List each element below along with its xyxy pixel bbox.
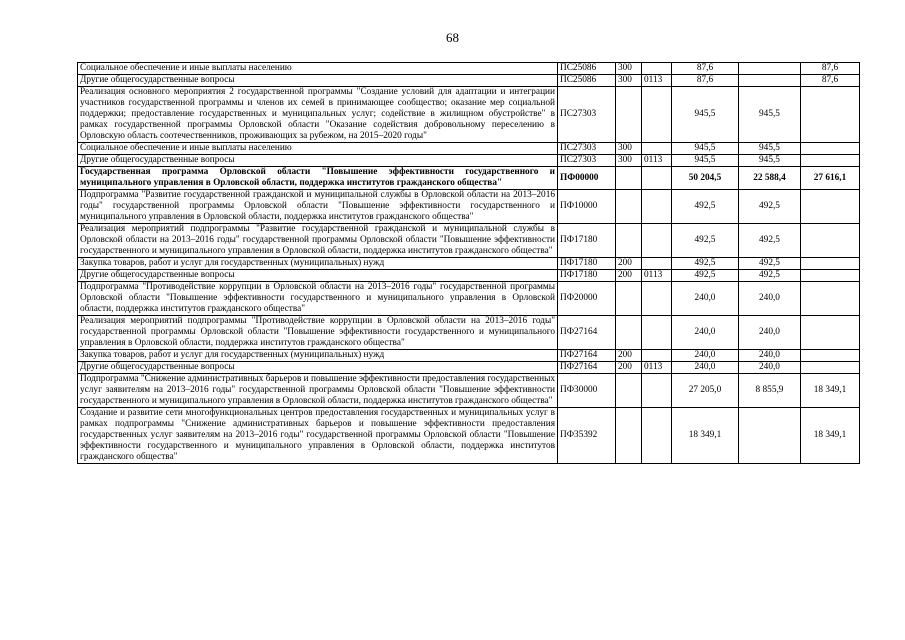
row-name-cell: Государственная программа Орловской области "Повышение эффективности государственного и муниципального управления в Орловской области, поддержка институтов гражданского общества" [78, 167, 558, 190]
row-name-cell: Реализация основного мероприятия 2 государственной программы "Создание условий для адаптации и интеграции участников государственной программы и членов их семей в принимающее сообщество; оказание мер социальной поддержки; предоставление государственных и муниципальных услуг; содействие в жилищном обустройстве" в рамках государственной программы Орловской области "Оказание содействия добровольному переселению в Орловскую область соотечественников, проживающих за рубежом, на 2015–2020 годы" [78, 87, 558, 143]
expense-type-code-cell [616, 224, 642, 258]
table-row [78, 350, 860, 362]
target-article-code-cell: ПФ27164 [558, 362, 616, 374]
row-name-cell: Социальное обеспечение и иные выплаты населению [78, 143, 558, 155]
amount-regional-cell: 492,5 [739, 224, 801, 258]
target-article-code-cell: ПС25086 [558, 75, 616, 87]
amount-regional-cell [739, 75, 801, 87]
amount-federal-cell [801, 224, 860, 258]
row-name-cell: Другие общегосударственные вопросы [78, 270, 558, 282]
target-article-code-cell: ПФ27164 [558, 350, 616, 362]
section-code-cell [642, 143, 672, 155]
amount-regional-cell [739, 408, 801, 464]
target-article-code-cell: ПС27303 [558, 155, 616, 167]
amount-total-cell: 87,6 [672, 75, 739, 87]
target-article-code-cell: ПФ10000 [558, 190, 616, 224]
amount-total-cell: 27 205,0 [672, 374, 739, 408]
table-row [78, 258, 860, 270]
table-row [78, 87, 860, 143]
target-article-code-cell: ПФ30000 [558, 374, 616, 408]
expense-type-code-cell [616, 87, 642, 143]
row-name-cell: Другие общегосударственные вопросы [78, 75, 558, 87]
row-name-cell: Реализация мероприятий подпрограммы "Развитие государственной гражданской и муниципальной службы в Орловской области на 2013–2016 годы" государственной программы Орловской области "Повышение эффективности государственного и муниципального управления в Орловской области, поддержка институтов гражданского общества" [78, 224, 558, 258]
page-number: 68 [446, 30, 459, 45]
section-code-cell [642, 190, 672, 224]
amount-federal-cell [801, 270, 860, 282]
amount-total-cell: 87,6 [672, 63, 739, 75]
table-row [78, 63, 860, 75]
expense-type-code-cell [616, 408, 642, 464]
row-name-cell: Подпрограмма "Снижение административных барьеров и повышение эффективности предоставления государственных услуг заявителям на 2013–2016 годы" государственной программы Орловской области "Повышение эффективности государственного и муниципального управления в Орловской области, поддержка институтов гражданского общества" [78, 374, 558, 408]
amount-federal-cell: 87,6 [801, 75, 860, 87]
amount-total-cell: 492,5 [672, 224, 739, 258]
table-row [78, 282, 860, 316]
target-article-code-cell: ПФ17180 [558, 270, 616, 282]
table-row [78, 316, 860, 350]
amount-federal-cell: 87,6 [801, 63, 860, 75]
table-row [78, 155, 860, 167]
row-name-cell: Закупка товаров, работ и услуг для государственных (муниципальных) нужд [78, 350, 558, 362]
table-row [78, 75, 860, 87]
target-article-code-cell: ПФ27164 [558, 316, 616, 350]
amount-regional-cell: 240,0 [739, 350, 801, 362]
table-row [78, 362, 860, 374]
target-article-code-cell: ПС27303 [558, 87, 616, 143]
amount-federal-cell: 18 349,1 [801, 408, 860, 464]
target-article-code-cell: ПС27303 [558, 143, 616, 155]
expense-type-code-cell: 200 [616, 350, 642, 362]
amount-federal-cell [801, 282, 860, 316]
row-name-cell: Подпрограмма "Противодействие коррупции в Орловской области на 2013–2016 годы" государственной программы Орловской области "Повышение эффективности государственного и муниципального управления в Орловской области, поддержка институтов гражданского общества" [78, 282, 558, 316]
section-code-cell: 0113 [642, 270, 672, 282]
section-code-cell [642, 408, 672, 464]
amount-regional-cell: 945,5 [739, 155, 801, 167]
target-article-code-cell: ПФ00000 [558, 167, 616, 190]
section-code-cell [642, 87, 672, 143]
table-row [78, 167, 860, 190]
amount-federal-cell [801, 362, 860, 374]
section-code-cell: 0113 [642, 75, 672, 87]
expense-type-code-cell [616, 374, 642, 408]
amount-regional-cell: 945,5 [739, 87, 801, 143]
row-name-cell: Закупка товаров, работ и услуг для государственных (муниципальных) нужд [78, 258, 558, 270]
amount-federal-cell [801, 316, 860, 350]
expense-type-code-cell [616, 190, 642, 224]
section-code-cell [642, 282, 672, 316]
amount-total-cell: 945,5 [672, 143, 739, 155]
amount-regional-cell: 240,0 [739, 362, 801, 374]
amount-regional-cell: 492,5 [739, 258, 801, 270]
row-name-cell: Другие общегосударственные вопросы [78, 155, 558, 167]
amount-total-cell: 492,5 [672, 258, 739, 270]
amount-regional-cell: 240,0 [739, 316, 801, 350]
budget-table-body [78, 63, 860, 464]
amount-federal-cell [801, 87, 860, 143]
table-row [78, 224, 860, 258]
target-article-code-cell: ПФ20000 [558, 282, 616, 316]
amount-total-cell: 240,0 [672, 316, 739, 350]
expense-type-code-cell: 300 [616, 63, 642, 75]
expense-type-code-cell: 200 [616, 362, 642, 374]
table-row [78, 190, 860, 224]
expense-type-code-cell [616, 167, 642, 190]
amount-federal-cell: 18 349,1 [801, 374, 860, 408]
section-code-cell [642, 224, 672, 258]
expense-type-code-cell: 300 [616, 143, 642, 155]
amount-regional-cell: 492,5 [739, 190, 801, 224]
amount-total-cell: 240,0 [672, 350, 739, 362]
row-name-cell: Создание и развитие сети многофункциональных центров предоставления государственных и муниципальных услуг в рамках подпрограммы "Снижение административных барьеров и повышение эффективности предоставления государственных услуг заявителям на 2013–2016 годы" государственной программы Орловской области "Повышение эффективности государственного и муниципального управления в Орловской области, поддержка институтов гражданского общества" [78, 408, 558, 464]
amount-regional-cell: 945,5 [739, 143, 801, 155]
amount-total-cell: 945,5 [672, 87, 739, 143]
amount-total-cell: 50 204,5 [672, 167, 739, 190]
section-code-cell [642, 350, 672, 362]
target-article-code-cell: ПФ35392 [558, 408, 616, 464]
expense-type-code-cell: 300 [616, 75, 642, 87]
section-code-cell [642, 63, 672, 75]
expense-type-code-cell [616, 316, 642, 350]
amount-total-cell: 492,5 [672, 190, 739, 224]
amount-total-cell: 240,0 [672, 362, 739, 374]
expense-type-code-cell: 200 [616, 270, 642, 282]
amount-federal-cell [801, 350, 860, 362]
amount-total-cell: 240,0 [672, 282, 739, 316]
amount-federal-cell: 27 616,1 [801, 167, 860, 190]
table-row [78, 408, 860, 464]
expense-type-code-cell [616, 282, 642, 316]
amount-regional-cell: 22 588,4 [739, 167, 801, 190]
amount-total-cell: 945,5 [672, 155, 739, 167]
section-code-cell: 0113 [642, 155, 672, 167]
amount-regional-cell: 240,0 [739, 282, 801, 316]
expense-type-code-cell: 200 [616, 258, 642, 270]
expense-type-code-cell: 300 [616, 155, 642, 167]
amount-total-cell: 18 349,1 [672, 408, 739, 464]
table-row [78, 374, 860, 408]
table-row [78, 270, 860, 282]
section-code-cell [642, 167, 672, 190]
row-name-cell: Социальное обеспечение и иные выплаты населению [78, 63, 558, 75]
amount-federal-cell [801, 258, 860, 270]
amount-federal-cell [801, 190, 860, 224]
target-article-code-cell: ПФ17180 [558, 224, 616, 258]
section-code-cell [642, 258, 672, 270]
row-name-cell: Другие общегосударственные вопросы [78, 362, 558, 374]
section-code-cell: 0113 [642, 362, 672, 374]
target-article-code-cell: ПС25086 [558, 63, 616, 75]
amount-regional-cell [739, 63, 801, 75]
row-name-cell: Реализация мероприятий подпрограммы "Противодействие коррупции в Орловской области на 2013–2016 годы" государственной программы Орловской области "Повышение эффективности государственного и муниципального управления в Орловской области, поддержка институтов гражданского общества" [78, 316, 558, 350]
row-name-cell: Подпрограмма "Развитие государственной гражданской и муниципальной службы в Орловской области на 2013–2016 годы" государственной программы Орловской области "Повышение эффективности государственного и муниципального управления в Орловской области, поддержка институтов гражданского общества" [78, 190, 558, 224]
section-code-cell [642, 374, 672, 408]
amount-regional-cell: 492,5 [739, 270, 801, 282]
amount-federal-cell [801, 155, 860, 167]
table-row [78, 143, 860, 155]
amount-federal-cell [801, 143, 860, 155]
budget-table [77, 62, 860, 464]
section-code-cell [642, 316, 672, 350]
amount-regional-cell: 8 855,9 [739, 374, 801, 408]
target-article-code-cell: ПФ17180 [558, 258, 616, 270]
amount-total-cell: 492,5 [672, 270, 739, 282]
